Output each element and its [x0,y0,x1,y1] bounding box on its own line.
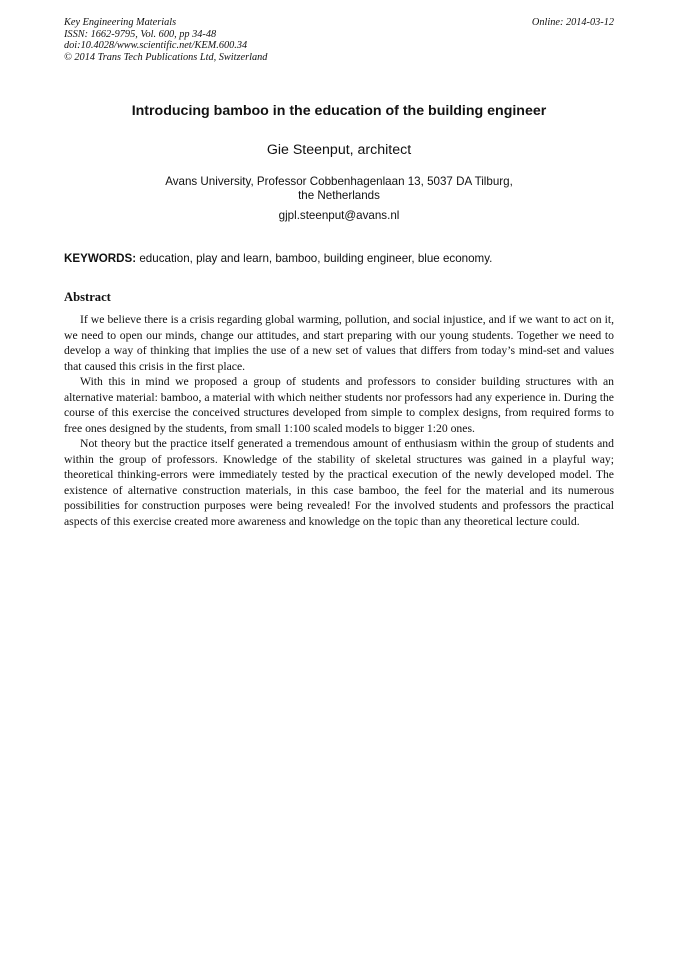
author-affiliation [139,175,539,203]
author-name: Gie Steenput, architect [266,142,412,158]
abstract-paragraph: Not theory but the practice itself generated a tremendous amount of enthusiasm within the group of students and within the group of professors. Knowledge of the stability of skeletal structures was gained in a playful way; theoretical thinking-errors were immediately tested by the practical execution of the newly developed model. The existence of alternative construction materials, in this case bamboo, the feel for the material and its numerous possibilities for construction purposes were being revealed! For the involved students and professors the practical aspects of this exercise created more awareness and knowledge on the topic than any theoretical lecture could. [64,437,614,528]
abstract-body [64,312,614,529]
abstract-paragraph: With this in mind we proposed a group of students and professors to consider building structures with an alternative material: bamboo, a material with which neither students nor professors had any experience in. During the course of this exercise the conceived structures developed from simple to complex designs, from required forms to free ones designed by the students, from small 1:100 scaled models to bigger 1:20 ones. [64,375,614,435]
keywords-text: education, play and learn, bamboo, building engineer, blue economy. [136,252,493,265]
abstract-heading: Abstract [64,290,111,304]
copyright-line: © 2014 Trans Tech Publications Ltd, Switzerland [64,51,268,63]
online-date: Online: 2014-03-12 [531,17,614,28]
affiliation-line-2: the Netherlands [298,189,380,202]
author-email: gjpl.steenput@avans.nl [278,209,400,222]
issn-line: ISSN: 1662-9795, Vol. 600, pp 34-48 [64,28,217,40]
affiliation-line-1: Avans University, Professor Cobbenhagenlaan 13, 5037 DA Tilburg, [165,175,513,188]
doi-line: doi:10.4028/www.scientific.net/KEM.600.34 [64,40,248,52]
abstract-paragraph: If we believe there is a crisis regarding global warming, pollution, and social injustice, and if we want to act on it, we need to open our minds, change our attitudes, and start preparing with our young students. Together we need to develop a way of thinking that implies the use of a new set of values that differs from today’s mind-set and values that caused this crisis in the first place. [64,313,614,373]
journal-header [64,17,267,63]
journal-name: Key Engineering Materials [64,17,177,28]
keywords-line [64,252,624,266]
keywords-label: KEYWORDS: [64,252,137,265]
paper-title: Introducing bamboo in the education of the building engineer [131,103,547,119]
